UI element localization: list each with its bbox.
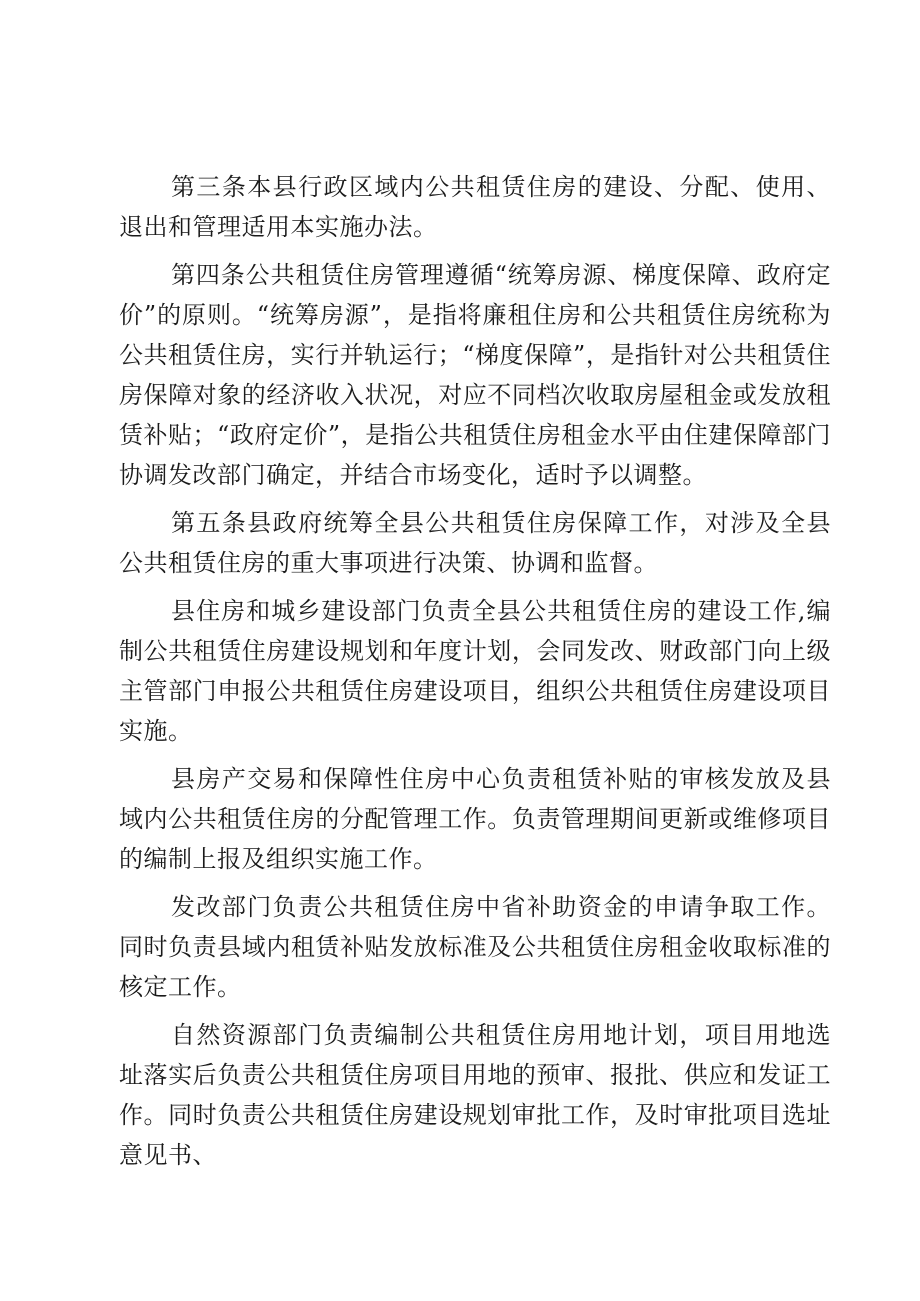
paragraph-housing-exchange-center: 县房产交易和保障性住房中心负责租赁补贴的审核发放及县域内公共租赁住房的分配管理工作。负责管理期间更新或维修项目的编制上报及组织实施工作。: [119, 765, 831, 873]
paragraph-article-5: 第五条县政府统筹全县公共租赁住房保障工作，对涉及全县公共租赁住房的重大事项进行决策、协调和监督。: [119, 509, 831, 577]
paragraph-article-4: 第四条公共租赁住房管理遵循“统筹房源、梯度保障、政府定价”的原则。“统筹房源”，是指将廉租住房和公共租赁住房统称为公共租赁住房，实行并轨运行；“梯度保障”，是指针对公共租赁住房保障对象的经济收入状况，对应不同档次收取房屋租金或发放租赁补贴；“政府定价”，是指公共租赁住房租金水平由住建保障部门协调发改部门确定，并结合市场变化，适时予以调整。: [119, 261, 831, 489]
paragraph-natural-resources-dept: 自然资源部门负责编制公共租赁住房用地计划，项目用地选址落实后负责公共租赁住房项目用地的预审、报批、供应和发证工作。同时负责公共租赁住房建设规划审批工作，及时审批项目选址意见书、: [119, 1021, 831, 1169]
paragraph-housing-construction-dept: 县住房和城乡建设部门负责全县公共租赁住房的建设工作,编制公共租赁住房建设规划和年度计划，会同发改、财政部门向上级主管部门申报公共租赁住房建设项目，组织公共租赁住房建设项目实施。: [119, 597, 831, 745]
paragraph-development-reform-dept: 发改部门负责公共租赁住房中省补助资金的申请争取工作。同时负责县域内租赁补贴发放标准及公共租赁住房租金收取标准的核定工作。: [119, 893, 831, 1001]
paragraph-article-3: 第三条本县行政区域内公共租赁住房的建设、分配、使用、退出和管理适用本实施办法。: [119, 173, 831, 241]
document-body: [119, 167, 831, 1183]
